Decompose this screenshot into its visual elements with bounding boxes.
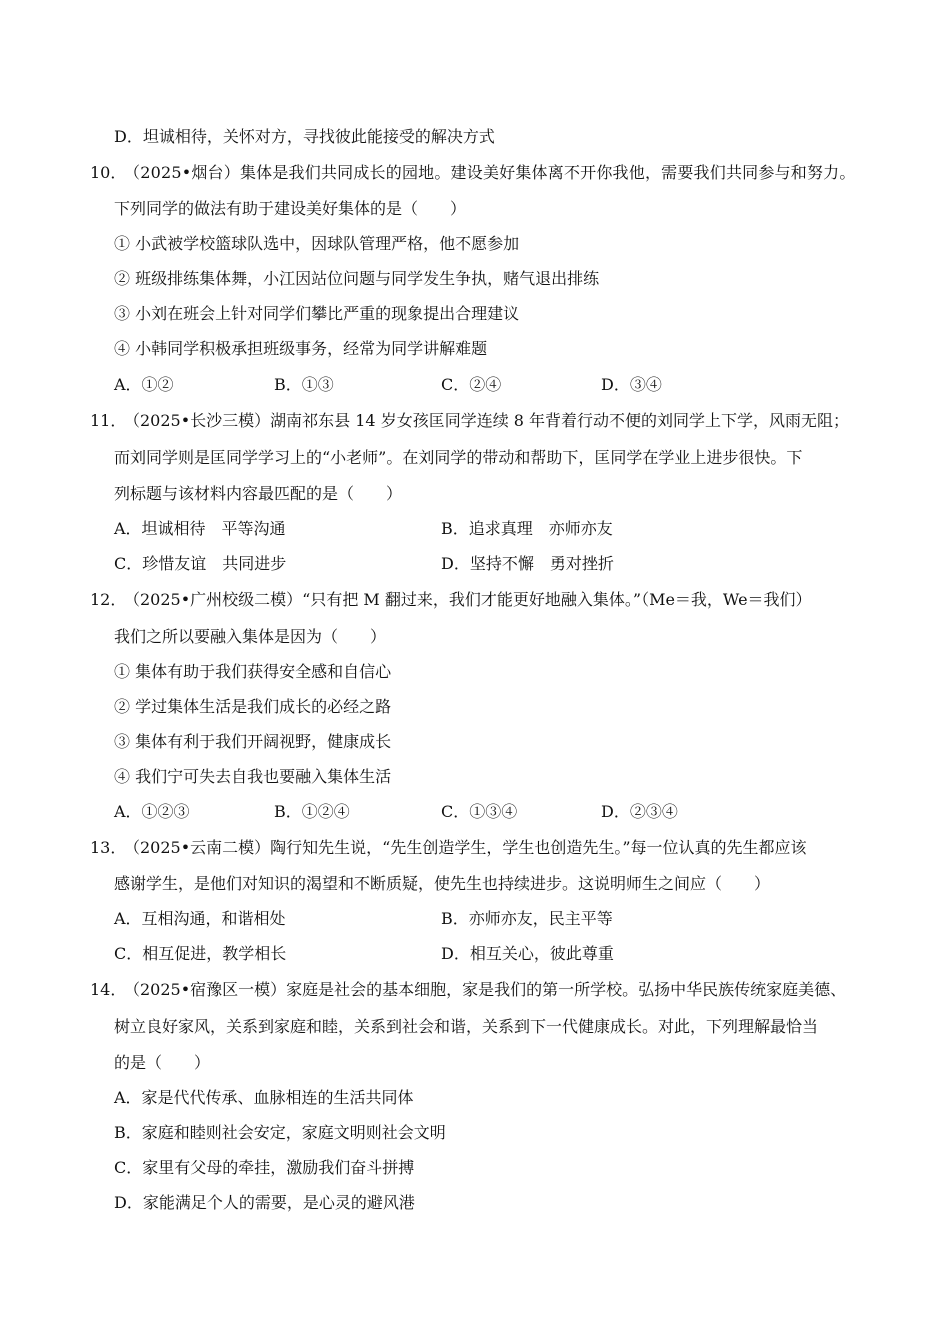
q14-option-a: A．家是代代传承、血脉相连的生活共同体	[114, 1088, 414, 1107]
q14-option-d: D．家能满足个人的需要，是心灵的避风港	[114, 1193, 415, 1212]
q12-item-2: ② 学过集体生活是我们成长的必经之路	[114, 697, 392, 716]
q11-option-a: A．坦诚相待 平等沟通	[114, 519, 286, 538]
q12-option-b: B．①②④	[274, 802, 350, 821]
q12-stem-line-2: 我们之所以要融入集体是因为（ ）	[114, 627, 387, 646]
q13-stem-line-1: （2025•云南二模）陶行知先生说，“先生创造学生，学生也创造先生。”每一位认真的先生都应该	[124, 838, 807, 857]
q10-number: 10．	[90, 163, 127, 182]
q12-item-1: ① 集体有助于我们获得安全感和自信心	[114, 662, 392, 681]
q10-option-b: B．①③	[274, 375, 334, 394]
q10-item-4: ④ 小韩同学积极承担班级事务，经常为同学讲解难题	[114, 339, 488, 358]
q9-option-d: D．坦诚相待，关怀对方，寻找彼此能接受的解决方式	[114, 127, 495, 146]
q12-item-3: ③ 集体有利于我们开阔视野，健康成长	[114, 732, 392, 751]
q13-stem-line-2: 感谢学生，是他们对知识的渴望和不断质疑，使先生也持续进步。这说明师生之间应（ ）	[114, 874, 771, 893]
q10-stem-line-1: （2025•烟台）集体是我们共同成长的园地。建设美好集体离不开你我他，需要我们共同参与和努力。	[124, 163, 856, 182]
q10-option-d: D．③④	[601, 375, 662, 394]
q12-number: 12．	[90, 590, 127, 609]
q10-stem-line-2: 下列同学的做法有助于建设美好集体的是（ ）	[114, 199, 467, 218]
q12-stem-line-1: （2025•广州校级二模）“只有把 M 翻过来，我们才能更好地融入集体。”（Me＝我，We＝我们）	[124, 590, 812, 609]
q13-option-c: C．相互促进，教学相长	[114, 944, 287, 963]
q14-stem-line-1: （2025•宿豫区一模）家庭是社会的基本细胞，家是我们的第一所学校。弘扬中华民族传统家庭美德、	[124, 980, 847, 999]
q11-option-b: B．追求真理 亦师亦友	[441, 519, 613, 538]
q11-option-c: C．珍惜友谊 共同进步	[114, 554, 287, 573]
q10-item-3: ③ 小刘在班会上针对同学们攀比严重的现象提出合理建议	[114, 304, 520, 323]
q14-stem-line-3: 的是（ ）	[114, 1053, 211, 1072]
q13-option-d: D．相互关心，彼此尊重	[441, 944, 614, 963]
q14-number: 14．	[90, 980, 127, 999]
q14-option-c: C．家里有父母的牵挂，激励我们奋斗拼搏	[114, 1158, 415, 1177]
q11-number: 11．	[90, 411, 127, 430]
q10-option-a: A．①②	[114, 375, 174, 394]
q13-number: 13．	[90, 838, 127, 857]
q14-option-b: B．家庭和睦则社会安定，家庭文明则社会文明	[114, 1123, 446, 1142]
q12-option-d: D．②③④	[601, 802, 678, 821]
q11-option-d: D．坚持不懈 勇对挫折	[441, 554, 614, 573]
q13-option-b: B．亦师亦友，民主平等	[441, 909, 613, 928]
q12-item-4: ④ 我们宁可失去自我也要融入集体生活	[114, 767, 392, 786]
q11-stem-line-2: 而刘同学则是匡同学学习上的“小老师”。在刘同学的带动和帮助下，匡同学在学业上进步很快。下	[114, 448, 803, 467]
q13-option-a: A．互相沟通，和谐相处	[114, 909, 286, 928]
q11-stem-line-1: （2025•长沙三模）湖南祁东县 14 岁女孩匡同学连续 8 年背着行动不便的刘同学上下学，风雨无阻；	[124, 411, 850, 430]
q11-stem-line-3: 列标题与该材料内容最匹配的是（ ）	[114, 484, 403, 503]
q10-item-1: ① 小武被学校篮球队选中，因球队管理严格，他不愿参加	[114, 234, 520, 253]
q12-option-a: A．①②③	[114, 802, 190, 821]
q12-option-c: C．①③④	[441, 802, 518, 821]
q10-item-2: ② 班级排练集体舞，小江因站位问题与同学发生争执，赌气退出排练	[114, 269, 600, 288]
q10-option-c: C．②④	[441, 375, 502, 394]
q14-stem-line-2: 树立良好家风，关系到家庭和睦，关系到社会和谐，关系到下一代健康成长。对此，下列理解最恰当	[114, 1017, 819, 1036]
